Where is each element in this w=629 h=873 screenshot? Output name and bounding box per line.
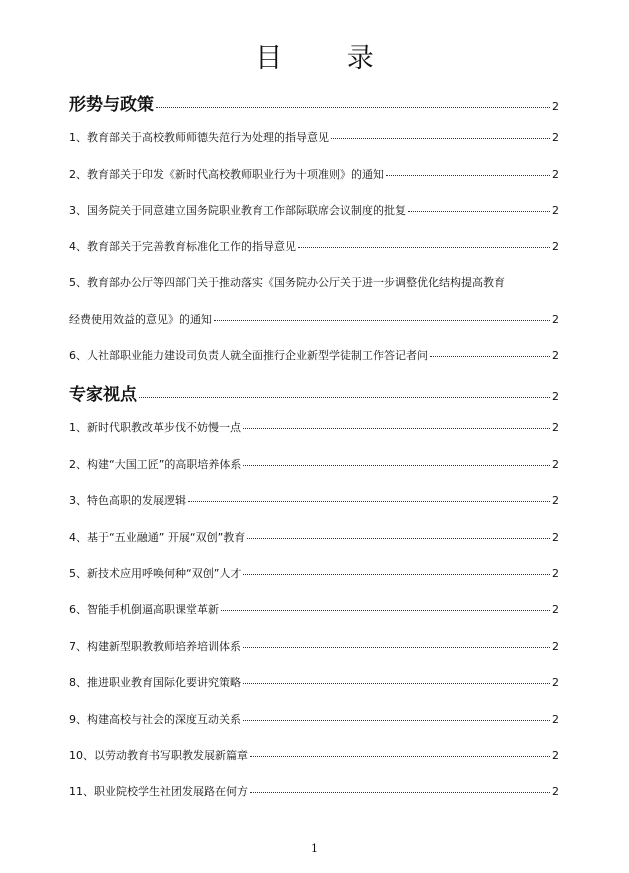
- page-number: 2: [552, 494, 559, 507]
- dot-leader: [243, 455, 550, 466]
- dot-leader: [214, 310, 550, 321]
- toc-entry[interactable]: [69, 492, 559, 508]
- page-number: 2: [552, 390, 559, 403]
- page-number: 2: [552, 713, 559, 726]
- page-number: 2: [552, 676, 559, 689]
- dot-leader: [298, 237, 550, 248]
- entry-title: 6、智能手机倒逼高职课堂革新: [69, 603, 219, 616]
- page-number: 2: [552, 458, 559, 471]
- entry-title: 6、人社部职业能力建设司负责人就全面推行企业新型学徒制工作答记者问: [69, 349, 428, 362]
- page-number: 2: [552, 567, 559, 580]
- dot-leader: [221, 600, 550, 611]
- page-number: 2: [552, 749, 559, 762]
- toc-entry[interactable]: [69, 529, 559, 545]
- toc-entry[interactable]: [69, 565, 559, 581]
- toc-title: 目 录: [255, 43, 402, 74]
- dot-leader: [430, 346, 550, 357]
- dot-leader: [156, 97, 550, 108]
- dot-leader: [139, 387, 550, 398]
- page-footer-number: 1: [311, 842, 318, 855]
- toc-entry[interactable]: [69, 601, 559, 617]
- page-number: 2: [552, 131, 559, 144]
- toc-entry[interactable]: [69, 747, 559, 763]
- section-title: 形势与政策: [69, 95, 154, 115]
- dot-leader: [188, 491, 550, 502]
- dot-leader: [247, 528, 550, 539]
- dot-leader: [250, 746, 550, 757]
- page-number: 2: [552, 785, 559, 798]
- page-number: 2: [552, 240, 559, 253]
- toc-entry[interactable]: [69, 783, 559, 799]
- page-number: 2: [552, 531, 559, 544]
- entry-title: 9、构建高校与社会的深度互动关系: [69, 713, 241, 726]
- toc-entry[interactable]: [69, 674, 559, 690]
- entry-title: 5、新技术应用呼唤何种“双创”人才: [69, 567, 242, 580]
- entry-title: 10、以劳动教育书写职教发展新篇章: [69, 749, 248, 762]
- page-number: 2: [552, 313, 559, 326]
- entry-title: 8、推进职业教育国际化要讲究策略: [69, 676, 241, 689]
- toc-entry[interactable]: [69, 166, 559, 182]
- section-title: 专家视点: [69, 385, 137, 405]
- page-number: 2: [552, 349, 559, 362]
- dot-leader: [250, 782, 550, 793]
- dot-leader: [243, 418, 550, 429]
- toc-entry[interactable]: [69, 311, 559, 327]
- dot-leader: [408, 201, 550, 212]
- page-number: 2: [552, 421, 559, 434]
- entry-title: 1、教育部关于高校教师师德失范行为处理的指导意见: [69, 131, 329, 144]
- dot-leader: [386, 165, 550, 176]
- page-number: 2: [552, 603, 559, 616]
- toc-entry[interactable]: [69, 238, 559, 254]
- entry-title-first-line[interactable]: 5、教育部办公厅等四部门关于推动落实《国务院办公厅关于进一步调整优化结构提高教育: [69, 276, 505, 289]
- toc-entry[interactable]: [69, 638, 559, 654]
- entry-title: 3、特色高职的发展逻辑: [69, 494, 186, 507]
- dot-leader: [243, 564, 550, 575]
- page-number: 2: [552, 168, 559, 181]
- entry-title: 2、教育部关于印发《新时代高校教师职业行为十项准则》的通知: [69, 168, 384, 181]
- entry-title: 3、国务院关于同意建立国务院职业教育工作部际联席会议制度的批复: [69, 204, 406, 217]
- entry-title: 11、职业院校学生社团发展路在何方: [69, 785, 248, 798]
- toc-entry[interactable]: [69, 456, 559, 472]
- entry-title: 4、教育部关于完善教育标准化工作的指导意见: [69, 240, 296, 253]
- dot-leader: [243, 710, 550, 721]
- entry-title: 1、新时代职教改革步伐不妨慢一点: [69, 421, 241, 434]
- entry-title: 经费使用效益的意见》的通知: [69, 313, 212, 326]
- page-number: 2: [552, 640, 559, 653]
- dot-leader: [331, 128, 550, 139]
- dot-leader: [243, 637, 550, 648]
- dot-leader: [243, 673, 550, 684]
- entry-title: 2、构建“大国工匠”的高职培养体系: [69, 458, 242, 471]
- entry-title: 4、基于“五业融通” 开展“双创”教育: [69, 531, 246, 544]
- page-number: 2: [552, 204, 559, 217]
- toc-entry[interactable]: [69, 202, 559, 218]
- page-number: 2: [552, 100, 559, 113]
- toc-entry[interactable]: [69, 347, 559, 363]
- toc-entry[interactable]: [69, 129, 559, 145]
- entry-title: 7、构建新型职教教师培养培训体系: [69, 640, 241, 653]
- toc-entry[interactable]: [69, 711, 559, 727]
- toc-entry[interactable]: [69, 419, 559, 435]
- toc-section-heading[interactable]: [69, 380, 559, 405]
- toc-section-heading[interactable]: [69, 90, 559, 115]
